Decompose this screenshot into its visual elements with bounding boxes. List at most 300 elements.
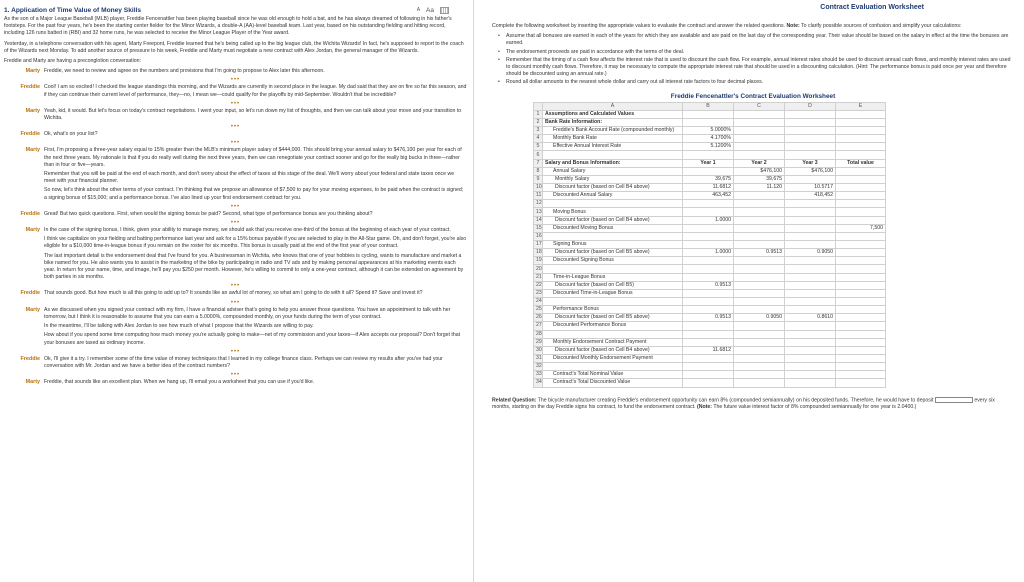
value-cell-d[interactable] xyxy=(785,371,836,379)
sheet-row xyxy=(534,184,886,192)
assumption-bullets xyxy=(492,33,1014,86)
dialogue-paragraph: As we discussed when you signed your contract with my firm, I have a financial adviser that's going to help you answer those questions. You have an appointment to talk with her tomorrow, but I think it is reasonable to assume that you can earn a 5.0000%, compounded monthly, on your funds during the term of your contract. xyxy=(44,306,451,320)
value-cell-b[interactable] xyxy=(683,151,734,159)
value-cell-b[interactable]: 11.6812 xyxy=(683,184,734,192)
row-number: 30 xyxy=(534,346,543,354)
value-cell-c[interactable] xyxy=(734,322,785,330)
value-cell-e[interactable] xyxy=(836,232,886,240)
value-cell-c[interactable] xyxy=(734,118,785,126)
sheet-row xyxy=(534,192,886,200)
sheet-row xyxy=(534,281,886,289)
dialogue-entry xyxy=(4,84,467,100)
label-cell xyxy=(543,151,683,159)
value-cell-b[interactable] xyxy=(683,241,734,249)
value-cell-d[interactable] xyxy=(785,127,836,135)
sheet-row xyxy=(534,143,886,151)
value-cell-d[interactable] xyxy=(785,379,836,387)
value-cell-b[interactable]: 4.1700% xyxy=(683,135,734,143)
value-cell-e[interactable] xyxy=(836,314,886,322)
label-cell: Discount factor (based on Cell B4 above) xyxy=(543,216,683,224)
row-number: 11 xyxy=(534,192,543,200)
label-cell: Moving Bonus xyxy=(543,208,683,216)
value-cell-d[interactable] xyxy=(785,175,836,183)
value-cell-c[interactable] xyxy=(734,379,785,387)
speaker-name: Marty xyxy=(25,379,40,386)
value-cell-d[interactable] xyxy=(785,208,836,216)
value-cell-c[interactable] xyxy=(734,241,785,249)
value-cell-d[interactable] xyxy=(785,216,836,224)
dialogue-paragraph: Freddie, we need to review and agree on the numbers and provisions that I'm going to propose to Alex later this afternoon. xyxy=(44,68,325,75)
corner-cell xyxy=(534,102,543,110)
related-note-label: (Note: xyxy=(697,404,713,411)
dialogue-separator: ••• xyxy=(230,220,241,227)
sheet-row xyxy=(534,314,886,322)
sheet-row xyxy=(534,379,886,387)
sheet-row xyxy=(534,306,886,314)
value-cell-b[interactable] xyxy=(683,322,734,330)
sheet-row xyxy=(534,159,886,167)
value-cell-b[interactable]: 1.0000 xyxy=(683,249,734,257)
value-cell-c[interactable] xyxy=(734,281,785,289)
row-number: 24 xyxy=(534,298,543,306)
ruler-icon[interactable] xyxy=(440,7,449,14)
value-cell-b[interactable] xyxy=(683,110,734,118)
sheet-row xyxy=(534,224,886,232)
value-cell-d[interactable] xyxy=(785,241,836,249)
sheet-row xyxy=(534,265,886,273)
value-cell-e[interactable] xyxy=(836,289,886,297)
row-number: 13 xyxy=(534,208,543,216)
dialogue-message xyxy=(44,227,467,283)
speaker-name: Freddie xyxy=(20,355,40,362)
value-cell-e[interactable] xyxy=(836,273,886,281)
speaker-name: Freddie xyxy=(20,131,40,138)
value-cell-e[interactable] xyxy=(836,110,886,118)
related-question-text-2: every six months, starting on the day Freddie signs his contract, to fund the endorsement contract. xyxy=(492,396,995,411)
dialogue-entry xyxy=(4,227,467,283)
value-cell-d[interactable] xyxy=(785,289,836,297)
value-cell-e[interactable] xyxy=(836,379,886,387)
sheet-row xyxy=(534,135,886,143)
value-cell-c[interactable] xyxy=(734,135,785,143)
column-header: A xyxy=(543,102,683,110)
dialogue-message xyxy=(44,131,467,140)
dialogue-paragraph: Cool! I am so excited! I checked the league standings this morning, and the Wizards are currently in second place in the league. My dad said that they are on fire so far this season, and if they can continue their current level of performance, they—no, I mean we—could qualify for the playoffs by mid-September. Wouldn't that be incredible? xyxy=(44,84,467,98)
dialogue-entry xyxy=(4,356,467,372)
dialogue-message xyxy=(44,84,467,100)
row-number: 33 xyxy=(534,371,543,379)
value-cell-b[interactable] xyxy=(683,298,734,306)
value-cell-b[interactable]: 1.0000 xyxy=(683,216,734,224)
row-number: 31 xyxy=(534,354,543,362)
sheet-row xyxy=(534,127,886,135)
value-cell-b: Year 1 xyxy=(683,159,734,167)
value-cell-b[interactable]: 463,452 xyxy=(683,192,734,200)
value-cell-e[interactable] xyxy=(836,151,886,159)
value-cell-c[interactable]: 0.9050 xyxy=(734,314,785,322)
label-cell: Contract's Total Nominal Value xyxy=(543,371,683,379)
sheet-row xyxy=(534,289,886,297)
value-cell-c[interactable] xyxy=(734,346,785,354)
value-cell-b[interactable] xyxy=(683,200,734,208)
dialogue-entry xyxy=(4,131,467,140)
value-cell-b[interactable] xyxy=(683,338,734,346)
value-cell-c[interactable] xyxy=(734,257,785,265)
sheet-row xyxy=(534,322,886,330)
value-cell-e[interactable] xyxy=(836,127,886,135)
value-cell-b[interactable] xyxy=(683,289,734,297)
sheet-row xyxy=(534,249,886,257)
label-cell: Discounted Time-in-League Bonus xyxy=(543,289,683,297)
speaker-name: Marty xyxy=(25,306,40,313)
dialogue-paragraph: Ok, I'll give it a try. I remember some of the time value of money techniques that I learned in my college finance class. Perhaps we can review my results after you've had your conversation with Mr. Jordan and we have a better idea of the contract numbers? xyxy=(44,355,443,369)
value-cell-b[interactable] xyxy=(683,379,734,387)
value-cell-e[interactable] xyxy=(836,363,886,371)
value-cell-d[interactable]: 418,452 xyxy=(785,192,836,200)
value-cell-c[interactable] xyxy=(734,273,785,281)
dialogue-paragraph: How about if you spend some time computing how much money you're actually going to make—net of my commission and your taxes—if Alex accepts our proposal? Don't forget that your bonuses are taxed as ordinary income. xyxy=(44,332,461,346)
label-cell: Discount factor (based on Cell B5 above) xyxy=(543,314,683,322)
value-cell-d[interactable] xyxy=(785,322,836,330)
value-cell-b[interactable]: 0.9513 xyxy=(683,281,734,289)
row-number: 17 xyxy=(534,241,543,249)
value-cell-c[interactable] xyxy=(734,110,785,118)
label-cell: Salary and Bonus Information: xyxy=(543,159,683,167)
label-cell xyxy=(543,363,683,371)
row-number: 10 xyxy=(534,184,543,192)
value-cell-d[interactable]: 0.9050 xyxy=(785,249,836,257)
related-note-text: The future value interest factor of 8% compounded semiannually for one year is 2.0400.) xyxy=(713,404,917,411)
value-cell-d[interactable] xyxy=(785,257,836,265)
value-cell-d[interactable] xyxy=(785,118,836,126)
speaker-name: Marty xyxy=(25,147,40,154)
label-cell: Freddie's Bank Account Rate (compounded monthly) xyxy=(543,127,683,135)
value-cell-e[interactable] xyxy=(836,281,886,289)
dialogue-separator: ••• xyxy=(230,203,241,210)
dialogue-paragraph: In the meantime, I'll be talking with Alex Jordan to see how much of what I propose that the Wizards are willing to pay. xyxy=(44,323,314,330)
label-cell: Monthly Bank Rate xyxy=(543,135,683,143)
value-cell-b[interactable] xyxy=(683,208,734,216)
value-cell-e[interactable] xyxy=(836,371,886,379)
font-tools xyxy=(417,7,449,14)
assumption-bullet: • Remember that the timing of a cash flow affects the interest rate that is used to discount the cash flow. For example, annual interest rates should be used to discount annual cash flows, and monthly interest rates are used to discount monthly cash flows. Therefore, it may be necessary to compute the appropriate interest rate that should be used in a discounting calculation. (Hint: The performance bonus is paid once per year and therefore should be discounted using an annual rate.) xyxy=(506,57,1014,79)
value-cell-d[interactable] xyxy=(785,338,836,346)
value-cell-e[interactable] xyxy=(836,338,886,346)
value-cell-c[interactable] xyxy=(734,200,785,208)
case-study-header xyxy=(4,4,467,16)
value-cell-e[interactable] xyxy=(836,257,886,265)
sheet-row xyxy=(534,273,886,281)
deposit-amount-input[interactable] xyxy=(935,397,973,403)
intro-paragraph: As the son of a Major League Baseball (MLB) player, Freddie Fencenattler has been playing baseball since he was old enough to hold a bat, and he has always dreamed of following in his father's footsteps. For the past four years, he's been the starting center fielder for the Minor Wizards, a double-A (AA)-level baseball team. Last year, based on his outstanding fielding and hitting record, including 126 runs batted in (RBI) and 32 home runs, he was selected to receive the Minor League Player of the Year award. xyxy=(4,16,452,37)
dialogue-separator: ••• xyxy=(230,140,241,147)
row-number: 25 xyxy=(534,306,543,314)
row-number: 27 xyxy=(534,322,543,330)
value-cell-d[interactable]: 0.8610 xyxy=(785,314,836,322)
value-cell-c[interactable] xyxy=(734,192,785,200)
label-cell: Contract's Total Discounted Value xyxy=(543,379,683,387)
related-question xyxy=(492,397,1014,412)
speaker-name: Marty xyxy=(25,68,40,75)
label-cell: Assumptions and Calculated Values xyxy=(543,110,683,118)
value-cell-d[interactable] xyxy=(785,265,836,273)
value-cell-b[interactable] xyxy=(683,330,734,338)
label-cell: Discount factor (based on Cell B4 above) xyxy=(543,346,683,354)
label-cell: Bank Rate Information: xyxy=(543,118,683,126)
value-cell-e[interactable] xyxy=(836,118,886,126)
assumption-bullet: • The endorsement proceeds are paid in accordance with the terms of the deal. xyxy=(506,49,1014,56)
value-cell-b[interactable] xyxy=(683,167,734,175)
value-cell-c[interactable] xyxy=(734,265,785,273)
value-cell-b[interactable]: 0.9513 xyxy=(683,314,734,322)
speaker-name: Marty xyxy=(25,107,40,114)
row-number: 18 xyxy=(534,249,543,257)
dialogue-separator: ••• xyxy=(230,100,241,107)
value-cell-d[interactable] xyxy=(785,224,836,232)
value-cell-c[interactable]: 11.120 xyxy=(734,184,785,192)
row-number: 26 xyxy=(534,314,543,322)
dialogue-message xyxy=(44,356,467,372)
row-number: 22 xyxy=(534,281,543,289)
column-header: B xyxy=(683,102,734,110)
dialogue-separator: ••• xyxy=(230,124,241,131)
row-number: 6 xyxy=(534,151,543,159)
value-cell-c[interactable] xyxy=(734,208,785,216)
worksheet-instructions xyxy=(492,23,1014,30)
sheet-row xyxy=(534,257,886,265)
font-size-small-button[interactable]: A xyxy=(416,7,421,13)
value-cell-b[interactable]: 5.0000% xyxy=(683,127,734,135)
dialogue-message xyxy=(44,108,467,124)
dialogue-entry xyxy=(4,290,467,299)
value-cell-c[interactable] xyxy=(734,151,785,159)
column-header: C xyxy=(734,102,785,110)
dialogue-paragraph: The last important detail is the endorsement deal that I've found for you. A businessman in Wichita, who knows that one of your hobbies is cycling, wants to manufacture and market a bike named for you. He also wants you to assist in the marketing of the bike by participating in radio and TV ads and by making personal appearances at his marketing events each year. In return for your name, time, and image, he'll pay you $250 per month. However, he's willing to commit to only a one-year contract, although it can be extended on agreement by both parties in six months. xyxy=(44,252,464,281)
dialogue-message xyxy=(44,68,467,77)
label-cell: Discount factor (based on Cell B4 above) xyxy=(543,184,683,192)
value-cell-e[interactable] xyxy=(836,192,886,200)
value-cell-c[interactable] xyxy=(734,298,785,306)
value-cell-c[interactable] xyxy=(734,143,785,151)
value-cell-d[interactable] xyxy=(785,363,836,371)
worksheet-table-title: Freddie Fencenattler's Contract Evaluation Worksheet xyxy=(670,92,836,100)
value-cell-e[interactable] xyxy=(836,208,886,216)
sheet-row xyxy=(534,110,886,118)
value-cell-b[interactable] xyxy=(683,232,734,240)
value-cell-d[interactable] xyxy=(785,281,836,289)
row-number: 34 xyxy=(534,379,543,387)
dialogue-paragraph: I think we capitalize on your fielding and batting performance last year and ask for a 15% bonus payable if you are selected to play in the All-Star game. Oh, and don't forget, you're also eligible for a $10,000 time-in-league bonus if you remain on the roster for six months. This bonus is usually paid at the end of the first year of your contract. xyxy=(44,236,467,250)
sheet-row xyxy=(534,338,886,346)
value-cell-b[interactable] xyxy=(683,354,734,362)
value-cell-e[interactable] xyxy=(836,322,886,330)
label-cell: Effective Annual Interest Rate xyxy=(543,143,683,151)
dialogue-entry xyxy=(4,68,467,77)
sheet-row xyxy=(534,175,886,183)
sheet-row xyxy=(534,363,886,371)
value-cell-b[interactable] xyxy=(683,265,734,273)
dialogue-separator: ••• xyxy=(230,348,241,355)
related-question-label: Related Question: xyxy=(492,396,537,403)
sheet-row xyxy=(534,330,886,338)
value-cell-d[interactable] xyxy=(785,232,836,240)
label-cell: Time-in-League Bonus xyxy=(543,273,683,281)
dialogue-message xyxy=(44,147,467,203)
value-cell-b[interactable] xyxy=(683,363,734,371)
value-cell-c[interactable] xyxy=(734,216,785,224)
value-cell-e[interactable] xyxy=(836,249,886,257)
row-number: 5 xyxy=(534,143,543,151)
value-cell-d[interactable] xyxy=(785,346,836,354)
intro-paragraph: Yesterday, in a telephone conversation with his agent, Marty Freepont, Freddie learned that he's being called up to the big league club, the Wichita Wizards! In fact, he's supposed to report to the coach of the Wizards next Monday. To add another source of pressure to his week, Freddie and Marty must negotiate a new contract with Alex Jordan, the general manager of the Wizards. xyxy=(4,40,464,54)
dialogue-paragraph: So now, let's think about the other terms of your contract. I'm thinking that we propose an allowance of $7,500 to pay for your moving expenses, to be paid when the contract is signed; a signing bonus of $15,000; and a performance bonus. I've also lined up your first endorsement contract for you. xyxy=(44,187,464,201)
value-cell-d[interactable] xyxy=(785,298,836,306)
column-header: D xyxy=(785,102,836,110)
value-cell-c[interactable] xyxy=(734,306,785,314)
value-cell-e[interactable]: 7,500 xyxy=(836,224,886,232)
worksheet-pane xyxy=(480,0,1024,582)
value-cell-c[interactable] xyxy=(734,289,785,297)
value-cell-c[interactable] xyxy=(734,338,785,346)
dialogue-separator: ••• xyxy=(230,77,241,84)
value-cell-e[interactable] xyxy=(836,167,886,175)
font-size-button[interactable]: Aa xyxy=(426,6,434,14)
label-cell: Discounted Performance Bonus xyxy=(543,322,683,330)
contract-evaluation-table xyxy=(533,102,886,388)
value-cell-b[interactable]: 5.1200% xyxy=(683,143,734,151)
value-cell-d: Year 3 xyxy=(785,159,836,167)
value-cell-e[interactable] xyxy=(836,354,886,362)
value-cell-e[interactable] xyxy=(836,175,886,183)
value-cell-b[interactable] xyxy=(683,306,734,314)
sheet-row xyxy=(534,298,886,306)
dialogue xyxy=(4,68,467,388)
instructions-text: Complete the following worksheet by inserting the appropriate values to evaluate the contract and answer the related questions. xyxy=(492,23,785,29)
dialogue-paragraph: That sounds good. But how much is all this going to add up to? It sounds like an awful lot of money, so what am I going to do with it all? Spend it? Save and invest it? xyxy=(44,290,423,297)
value-cell-d[interactable] xyxy=(785,306,836,314)
speaker-name: Freddie xyxy=(20,210,40,217)
value-cell-d[interactable] xyxy=(785,330,836,338)
dialogue-separator: ••• xyxy=(230,283,241,290)
dialogue-entry xyxy=(4,108,467,124)
value-cell-e[interactable] xyxy=(836,265,886,273)
value-cell-e[interactable] xyxy=(836,330,886,338)
label-cell: Discounted Moving Bonus xyxy=(543,224,683,232)
related-question-text-1: The bicycle manufacturer creating Freddie's endorsement opportunity can earn 8% (compounded semiannually) on his deposited funds. Therefore, he would have to deposit xyxy=(537,396,934,403)
assumption-bullet: • Assume that all bonuses are earned in each of the years for which they are available and are paid on the last day of the corresponding year. Their value should be based on the salary in effect at the time the bonuses are earned. xyxy=(506,33,1014,47)
value-cell-d[interactable] xyxy=(785,151,836,159)
row-number: 32 xyxy=(534,363,543,371)
row-number: 1 xyxy=(534,110,543,118)
value-cell-e[interactable] xyxy=(836,346,886,354)
value-cell-b[interactable] xyxy=(683,273,734,281)
value-cell-d[interactable] xyxy=(785,110,836,118)
case-study-title: 1. Application of Time Value of Money Skills xyxy=(4,6,142,14)
row-number: 15 xyxy=(534,224,543,232)
value-cell-b[interactable] xyxy=(683,224,734,232)
value-cell-b[interactable] xyxy=(683,371,734,379)
dialogue-entry xyxy=(4,379,467,388)
value-cell-c[interactable]: 39,675 xyxy=(734,175,785,183)
value-cell-e[interactable] xyxy=(836,306,886,314)
sheet-row xyxy=(534,371,886,379)
value-cell-c[interactable] xyxy=(734,363,785,371)
label-cell xyxy=(543,200,683,208)
value-cell-d[interactable] xyxy=(785,135,836,143)
value-cell-e[interactable] xyxy=(836,184,886,192)
row-number: 20 xyxy=(534,265,543,273)
row-number: 29 xyxy=(534,338,543,346)
dialogue-entry xyxy=(4,147,467,203)
value-cell-d[interactable] xyxy=(785,143,836,151)
dialogue-paragraph: Yeah, kid, it would. But let's focus on today's contract negotiations. I went your input, so let's run down my list of thoughts, and then we can talk about your move and your transition to Wichita. xyxy=(44,107,462,122)
row-number: 28 xyxy=(534,330,543,338)
dialogue-separator: ••• xyxy=(230,299,241,306)
sheet-row xyxy=(534,354,886,362)
value-cell-d[interactable]: $476,100 xyxy=(785,167,836,175)
sheet-row xyxy=(534,216,886,224)
value-cell-e[interactable] xyxy=(836,298,886,306)
value-cell-d[interactable] xyxy=(785,354,836,362)
row-number: 12 xyxy=(534,200,543,208)
intro-text xyxy=(4,16,467,65)
value-cell-c[interactable]: $476,100 xyxy=(734,167,785,175)
sheet-row xyxy=(534,241,886,249)
value-cell-b[interactable] xyxy=(683,257,734,265)
row-number: 19 xyxy=(534,257,543,265)
value-cell-e[interactable] xyxy=(836,216,886,224)
column-header: E xyxy=(836,102,886,110)
value-cell-e[interactable] xyxy=(836,241,886,249)
value-cell-b[interactable] xyxy=(683,118,734,126)
dialogue-paragraph: Great! But two quick questions. First, when would the signing bonus be paid? Second, what type of performance bonus are you thinking about? xyxy=(44,210,373,217)
value-cell-b[interactable]: 39,675 xyxy=(683,175,734,183)
value-cell-c[interactable] xyxy=(734,371,785,379)
dialogue-entry xyxy=(4,307,467,349)
label-cell: Signing Bonus xyxy=(543,241,683,249)
value-cell-c[interactable] xyxy=(734,224,785,232)
dialogue-paragraph: Freddie, that sounds like an excellent plan. When we hang up, I'll email you a worksheet that you can use if you'd like. xyxy=(44,379,315,386)
dialogue-message xyxy=(44,211,467,220)
row-number: 16 xyxy=(534,232,543,240)
value-cell-c[interactable] xyxy=(734,354,785,362)
value-cell-d[interactable]: 10.5717 xyxy=(785,184,836,192)
label-cell: Discounted Monthly Endorsement Payment xyxy=(543,354,683,362)
dialogue-message xyxy=(44,290,467,299)
value-cell-e[interactable] xyxy=(836,135,886,143)
value-cell-c[interactable] xyxy=(734,330,785,338)
value-cell-e[interactable] xyxy=(836,143,886,151)
dialogue-paragraph: Ok, what's on your list? xyxy=(44,131,98,138)
value-cell-c[interactable] xyxy=(734,127,785,135)
sheet-row xyxy=(534,346,886,354)
dialogue-separator: ••• xyxy=(230,372,241,379)
row-number: 2 xyxy=(534,118,543,126)
dialogue-paragraph: Remember that you will be paid at the end of each month, and don't worry about the effect of taxes at this stage of the deal. We'll worry about your federal and state taxes once we meet with your financial planner. xyxy=(44,171,455,185)
value-cell-d[interactable] xyxy=(785,200,836,208)
label-cell xyxy=(543,232,683,240)
label-cell xyxy=(543,330,683,338)
value-cell-b[interactable]: 11.6812 xyxy=(683,346,734,354)
value-cell-d[interactable] xyxy=(785,273,836,281)
label-cell: Performance Bonus xyxy=(543,306,683,314)
note-text: To clarify possible sources of confusion and simplify your calculations: xyxy=(801,23,962,29)
dialogue-paragraph: First, I'm proposing a three-year salary equal to 15% greater than the MLB's minimum player salary of $444,000. This should bring your annual salary to $476,100 per year for each of the next three years. My rationale is that if you do really well during the next three years, then we can renegotiate your contract sooner and go for the really big bucks in three—rather than in four or five—years. xyxy=(44,147,462,168)
assumption-bullet: • Round all dollar amounts to the nearest whole dollar and carry out all interest rate factors to four decimal places. xyxy=(506,79,1014,86)
value-cell-e[interactable] xyxy=(836,200,886,208)
value-cell-c[interactable]: 0.9513 xyxy=(734,249,785,257)
value-cell-c[interactable] xyxy=(734,232,785,240)
